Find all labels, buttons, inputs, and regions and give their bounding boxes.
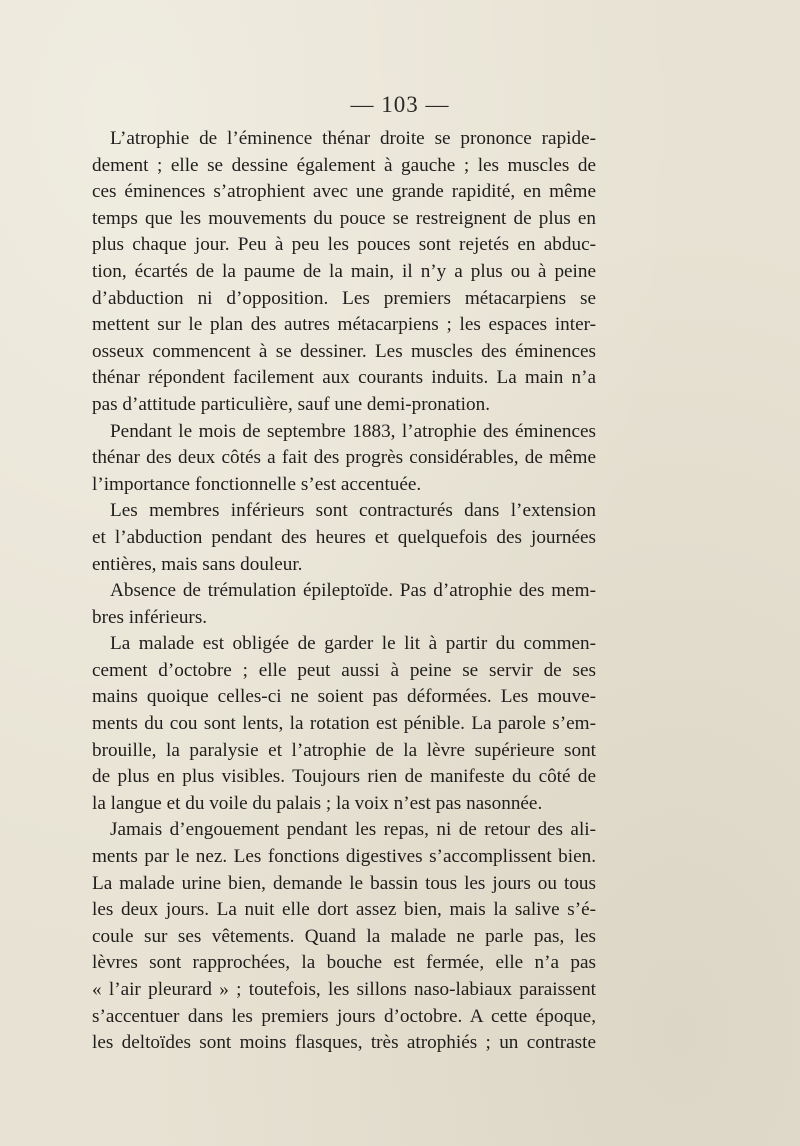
text-line: tion, écartés de la paume de la main, il n’y a plus ou à peine <box>92 260 596 282</box>
text-line: Les membres inférieurs sont contracturés dans l’extension <box>110 500 596 522</box>
text-line: pas d’attitude particulière, sauf une demi-pronation. <box>92 393 491 415</box>
text-line: Absence de trémulation épileptoïde. Pas d’atrophie des mem- <box>110 580 596 602</box>
text-line: plus chaque jour. Peu à peu les pouces sont rejetés en abduc- <box>92 234 596 256</box>
text-line: ments du cou sont lents, la rotation est pénible. La parole s’em- <box>92 713 596 735</box>
body-text <box>92 126 596 1057</box>
text-line: La malade est obligée de garder le lit à partir du commen- <box>110 633 596 655</box>
text-line: « l’air pleurard » ; toutefois, les sillons naso-labiaux paraissent <box>92 979 596 1000</box>
text-line: ces éminences s’atrophient avec une grande rapidité, en même <box>92 181 596 203</box>
text-line: coule sur ses vêtements. Quand la malade ne parle pas, les <box>92 925 596 947</box>
text-line: s’accentuer dans les premiers jours d’octobre. A cette époque, <box>92 1005 596 1027</box>
text-line: mettent sur le plan des autres métacarpiens ; les espaces inter- <box>92 314 596 336</box>
text-line: lèvres sont rapprochées, la bouche est fermée, elle n’a pas <box>92 952 596 974</box>
text-line: Pendant le mois de septembre 1883, l’atrophie des éminences <box>110 420 596 442</box>
text-line: la langue et du voile du palais ; la voix n’est pas nasonnée. <box>92 792 543 814</box>
text-line: thénar répondent facilement aux courants induits. La main n’a <box>92 367 596 389</box>
text-line: d’abduction ni d’opposition. Les premiers métacarpiens se <box>92 287 596 309</box>
page-number: — 103 — <box>350 92 450 117</box>
text-line: brouille, la paralysie et l’atrophie de la lèvre supérieure sont <box>92 739 596 761</box>
text-line: et l’abduction pendant des heures et quelquefois des journées <box>92 526 596 548</box>
text-line: les deltoïdes sont moins flasques, très atrophiés ; un contraste <box>92 1032 596 1054</box>
text-line: de plus en plus visibles. Toujours rien de manifeste du côté de <box>92 766 596 788</box>
text-line: L’atrophie de l’éminence thénar droite se prononce rapide- <box>110 128 596 149</box>
text-line: ments par le nez. Les fonctions digestives s’accomplissent bien. <box>92 846 596 868</box>
text-line: cement d’octobre ; elle peut aussi à peine se servir de ses <box>92 659 596 681</box>
text-line: mains quoique celles-ci ne soient pas déformées. Les mouve- <box>92 686 596 708</box>
text-line: Jamais d’engouement pendant les repas, ni de retour des ali- <box>110 819 596 841</box>
text-line: les deux jours. La nuit elle dort assez bien, mais la salive s’é- <box>92 899 596 921</box>
text-line: La malade urine bien, demande le bassin tous les jours ou tous <box>92 872 596 894</box>
text-line: l’importance fonctionnelle s’est accentuée. <box>92 473 422 495</box>
text-line: dement ; elle se dessine également à gauche ; les muscles de <box>92 154 596 176</box>
text-line: entières, mais sans douleur. <box>92 553 303 575</box>
text-line: osseux commencent à se dessiner. Les muscles des éminences <box>92 340 596 362</box>
text-line: thénar des deux côtés a fait des progrès considérables, de même <box>92 447 596 469</box>
text-line: bres inférieurs. <box>92 606 208 628</box>
text-line: temps que les mouvements du pouce se restreignent de plus en <box>92 207 596 229</box>
